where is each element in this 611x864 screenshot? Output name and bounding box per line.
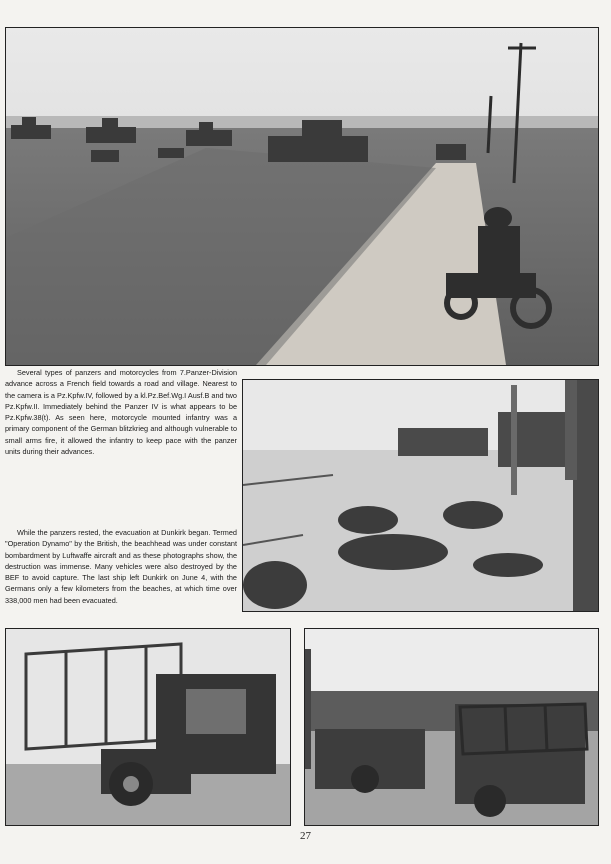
photo-panzer-advance	[5, 27, 599, 366]
page-number: 27	[300, 830, 311, 842]
photo-dunkirk-beach	[242, 379, 599, 612]
photo-wrecked-truck-left	[5, 628, 291, 826]
photo-wrecked-truck-right	[304, 628, 599, 826]
caption-dunkirk: While the panzers rested, the evacuation at Dunkirk began. Termed "Operation Dynamo" by the British, the beachhead was under constant bombardment by Luftwaffe aircraft and as these photographs show, the destruction was immense. Many vehicles were also destroyed by the BEF to avoid capture. The last ship left Dunkirk on June 4, with the Germans only a few kilometers from the beaches, at which time over 338,000 men had been evacuated.	[5, 528, 237, 605]
caption-panzer-advance: Several types of panzers and motorcycles from 7.Panzer-Division advance across a French field towards a road and village. Nearest to the camera is a Pz.Kpfw.IV, followed by a kl.Pz.Bef.Wg.I Ausf.B and two Pz.Kpfw.II. Immediately behind the Panzer IV is what appears to be Pz.Kpfw.38(t). As seen here, motorcycle mounted infantry was a primary component of the German blitzkrieg and although vulnerable to small arms fire, it allowed the infantry to keep pace with the panzer units during their advances.	[5, 368, 237, 457]
